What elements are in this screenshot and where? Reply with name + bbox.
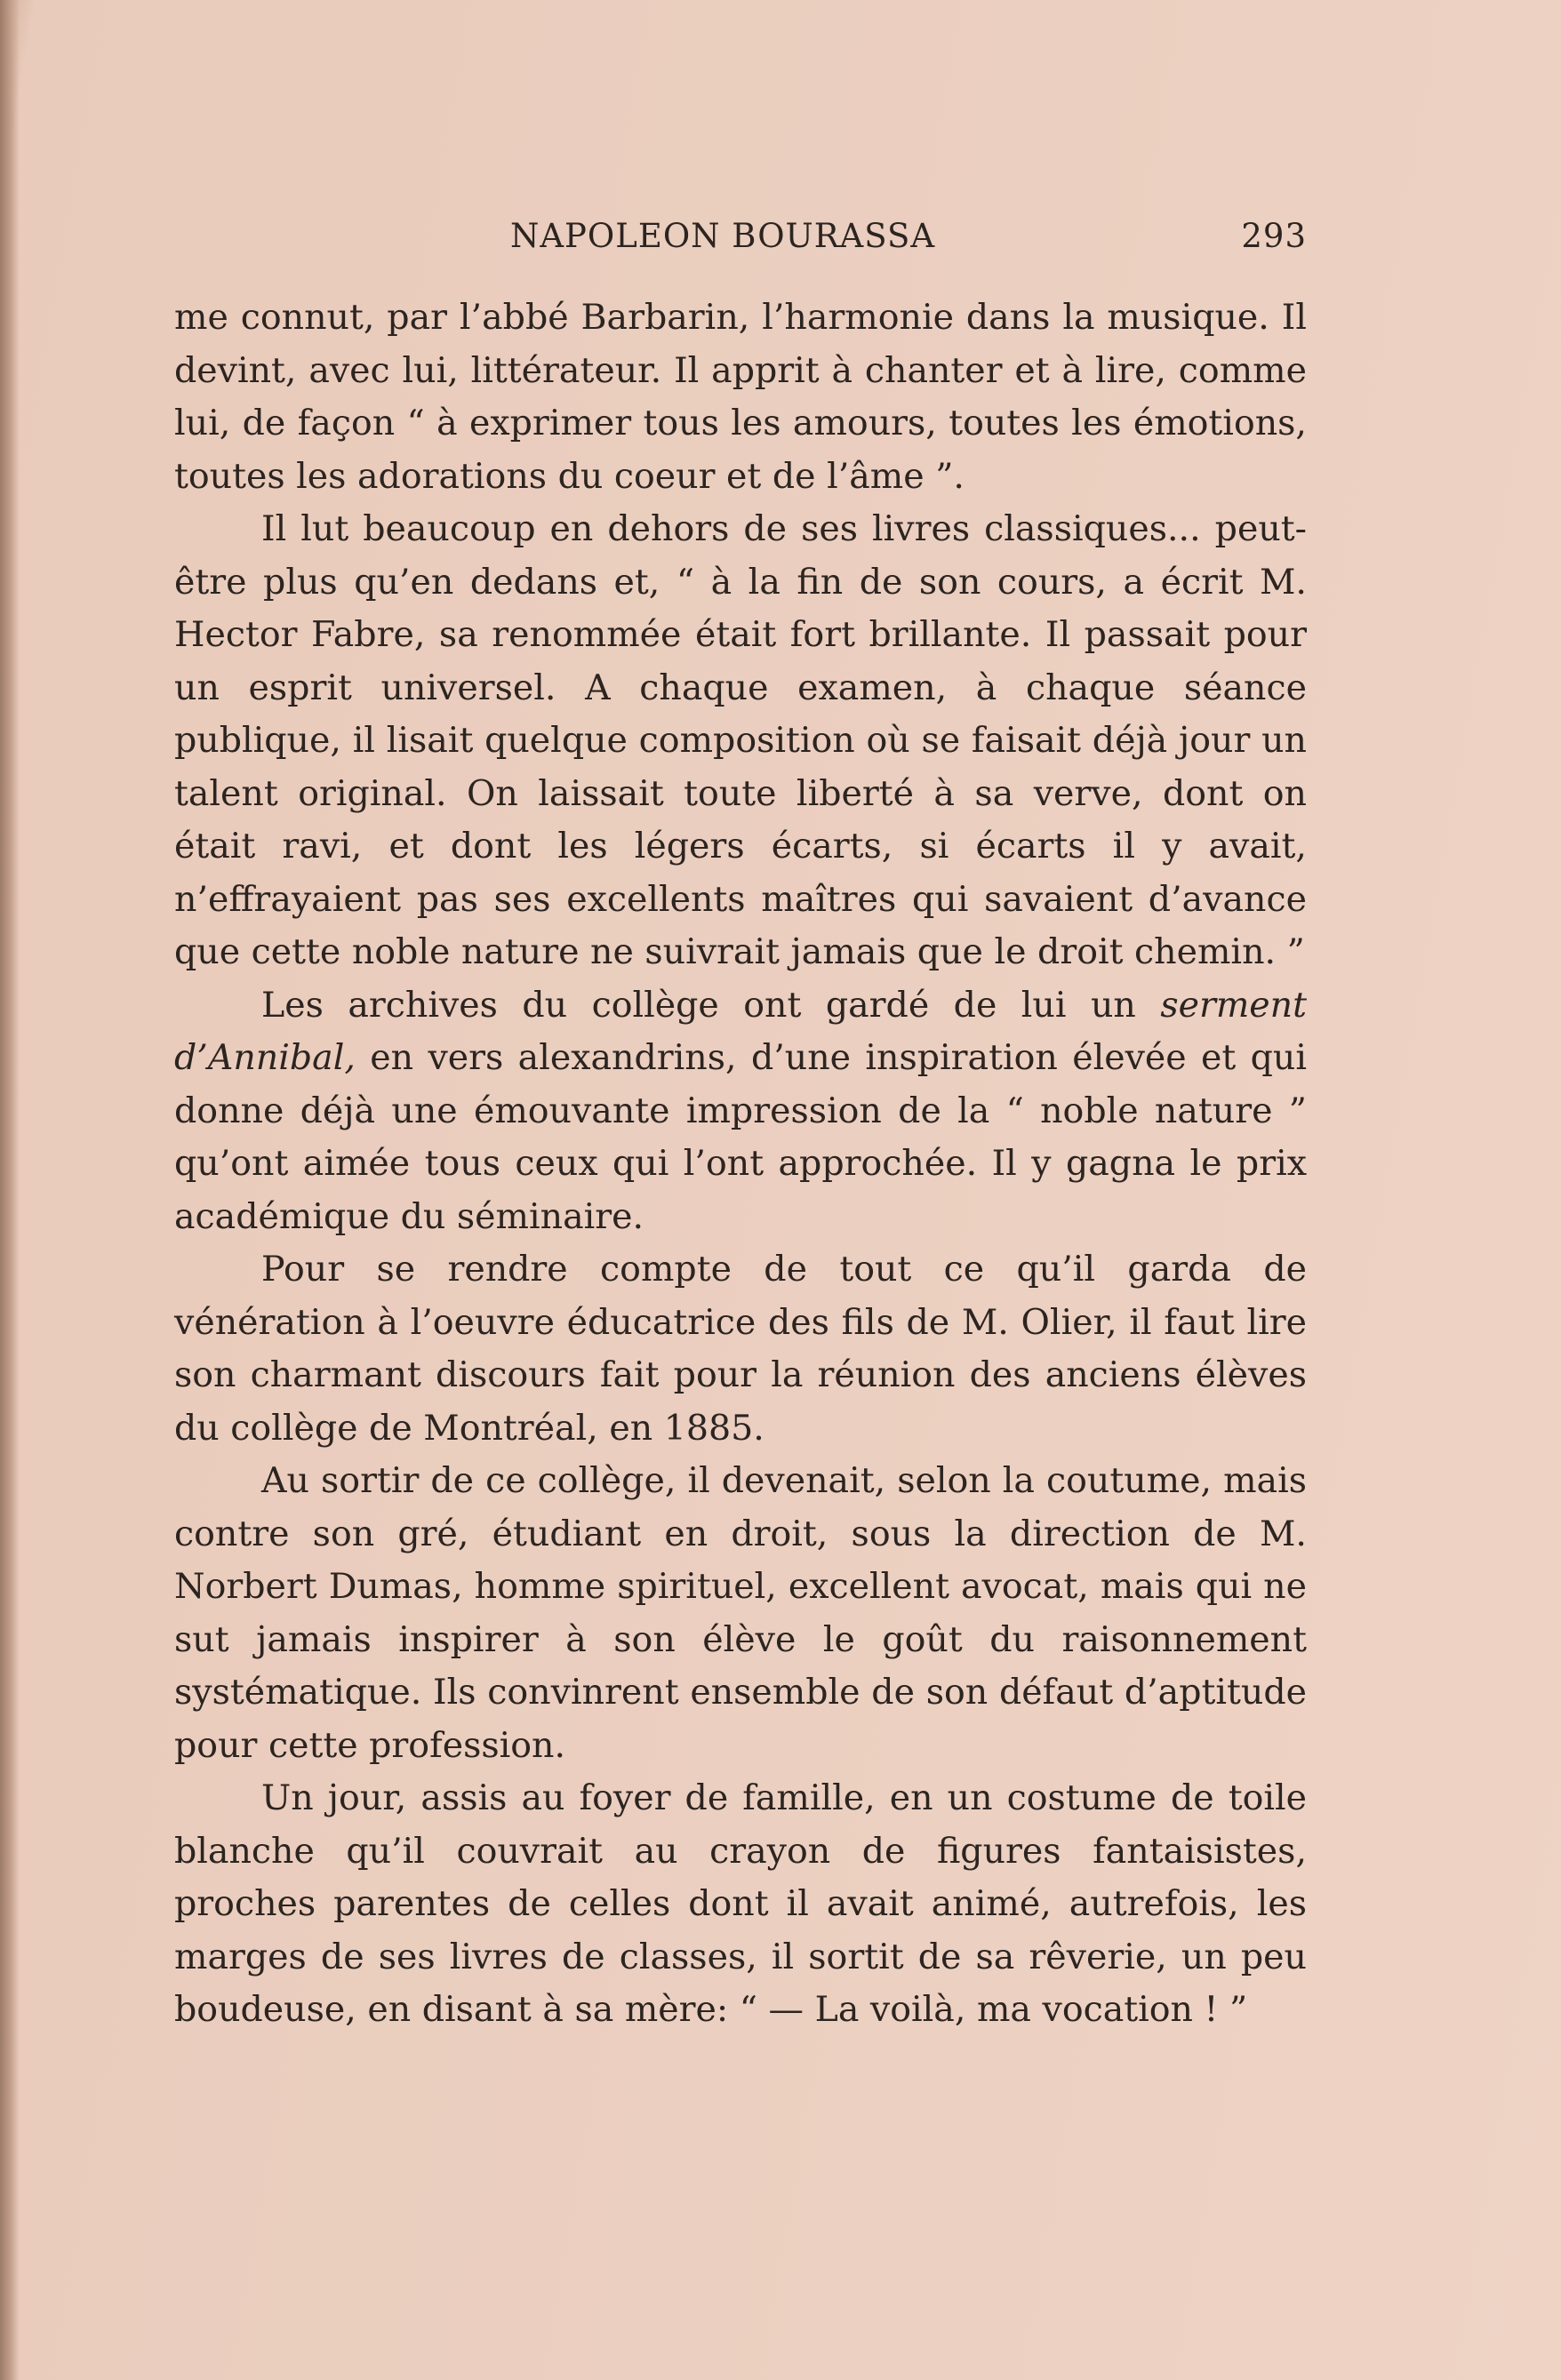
- text-segment: Pour se rendre compte de tout ce qu’il garda de vénération à l’oeuvre éducatrice des fils de M. Olier, il faut lire son charmant discours fait pour la réunion des anciens élèves du collège de Montréal, en 1885.: [174, 1249, 1307, 1449]
- running-head: [174, 210, 1307, 272]
- text-segment: en vers alexandrins, d’une inspiration élevée et qui donne déjà une émouvante impression de la “ noble nature ” qu’ont aimée tous ceux qui l’ont approchée. Il y gagna le prix académique du séminaire.: [174, 1037, 1307, 1237]
- italic-title: serment d’Annibal,: [174, 984, 1307, 1078]
- paragraph: [174, 1455, 1307, 1772]
- text-segment: Au sortir de ce collège, il devenait, selon la coutume, mais contre son gré, étudiant en droit, sous la direction de M. Norbert Dumas, homme spirituel, excellent avocat, mais qui ne sut jamais inspirer à son élève le goût du raisonnement systématique. Ils convinrent ensemble de son défaut d’aptitude pour cette profession.: [174, 1460, 1307, 1766]
- paragraph: [174, 292, 1307, 503]
- text-segment: Les archives du collège ont gardé de lui un: [261, 984, 1161, 1026]
- text-segment: me connut, par l’abbé Barbarin, l’harmonie dans la musique. Il devint, avec lui, littérateur. Il apprit à chanter et à lire, comme lui, de façon “ à exprimer tous les amours, toutes les émotions, toutes les adorations du coeur et de l’âme ”.: [174, 297, 1307, 497]
- page-number: 293: [1241, 217, 1307, 255]
- text-segment: Un jour, assis au foyer de famille, en un costume de toile blanche qu’il couvrait au crayon de figures fantaisistes, proches parentes de celles dont il avait animé, autrefois, les marges de ses livres de classes, il sortit de sa rêverie, un peu boudeuse, en disant à sa mère: “ — La voilà, ma vocation ! ”: [174, 1777, 1307, 2030]
- text-segment: Il lut beaucoup en dehors de ses livres classiques... peut-être plus qu’en dedans et, “ à la fin de son cours, a écrit M. Hector Fabre, sa renommée était fort brillante. Il passait pour un esprit universel. A chaque examen, à chaque séance publique, il lisait quelque composition où se faisait déjà jour un talent original. On laissait toute liberté à sa verve, dont on était ravi, et dont les légers écarts, si écarts il y avait, n’effrayaient pas ses excellents maîtres qui savaient d’avance que cette noble nature ne suivrait jamais que le droit chemin. ”: [174, 508, 1307, 972]
- paragraph: [174, 503, 1307, 979]
- page-binding-shadow: [0, 0, 20, 2380]
- paragraph: [174, 1772, 1307, 2037]
- body-text: [174, 292, 1307, 2037]
- running-title: NAPOLEON BOURASSA: [509, 217, 936, 255]
- paragraph: [174, 979, 1307, 1244]
- book-page: [174, 210, 1307, 2037]
- paragraph: [174, 1243, 1307, 1455]
